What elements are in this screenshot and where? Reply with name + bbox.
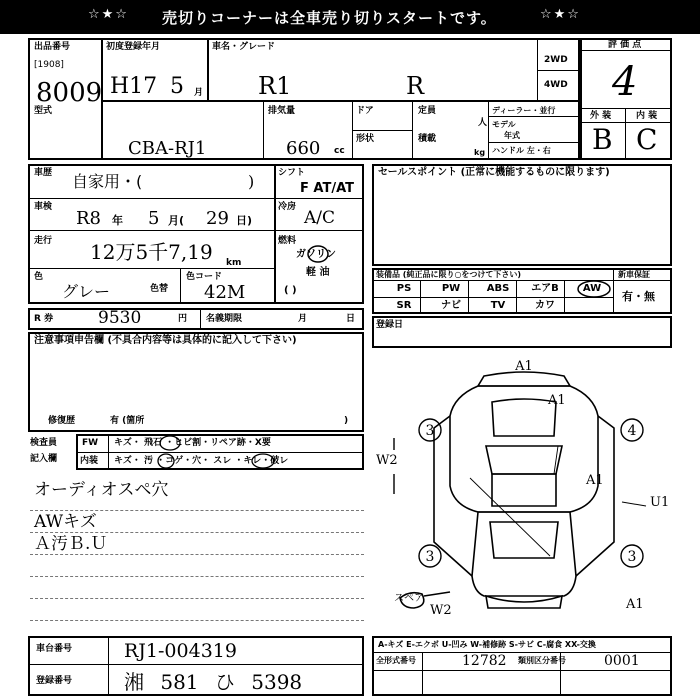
entry-label: 記入欄 (30, 454, 58, 464)
tire-score-fr: 4 (627, 423, 637, 439)
roof (492, 474, 556, 506)
drive-4wd: 4WD (544, 80, 568, 90)
cert-month: 月 (298, 314, 308, 324)
repair-value: 有 (箇所 (110, 416, 145, 426)
car-name: R1 (258, 72, 292, 100)
hood (492, 399, 556, 436)
ac-value: A/C (304, 208, 336, 228)
inspection-day-unit: 日) (236, 214, 253, 227)
shift-options: F AT/AT (300, 181, 354, 196)
notes-block (28, 332, 364, 432)
interior-items: キズ・ 汚 ・コゲ・穴・ スレ ・キレ・破レ (114, 456, 289, 466)
model-year-label: モデル (492, 120, 516, 129)
mileage-unit: km (226, 258, 242, 268)
spare-label: スペア (394, 593, 424, 604)
fuel-paren: ( ) (284, 285, 297, 296)
interior-grade: C (636, 123, 658, 156)
inspector-label: 検査員 (30, 438, 58, 448)
color-change-label: 色替 (150, 284, 169, 294)
note-line-3: Ａ汚Ｂ.Ｕ (34, 534, 108, 554)
history-close: ) (248, 172, 255, 191)
car-name-label: 車名・グレード (212, 42, 276, 52)
equip-item: エアB (531, 283, 559, 294)
shift-label: シフト (278, 168, 306, 178)
registration-block (372, 316, 672, 348)
cert-no-value: 12782 (462, 653, 507, 669)
mileage-label: 走行 (34, 236, 53, 246)
lot-label: 出品番号 (34, 42, 71, 52)
first-reg-label: 初度登録年月 (106, 42, 161, 52)
type-no-label: 類別区分番号 (518, 656, 566, 665)
fuel-diesel: 軽 油 (306, 267, 330, 278)
weight-unit: kg (474, 148, 486, 157)
inspection-month-unit: 月( (168, 214, 185, 227)
rear-window (490, 522, 558, 558)
chassis-label: 車台番号 (36, 644, 73, 654)
displacement-unit: cc (334, 146, 345, 156)
banner-stars-right: ☆★☆ (540, 7, 581, 22)
interior-row-label: 内装 (80, 456, 99, 466)
tire-score-rr: 3 (627, 549, 637, 565)
mark-spare-w2: W2 (430, 603, 452, 618)
first-reg-month: 5 (170, 74, 184, 99)
banner-stars-left: ☆★☆ (88, 7, 129, 22)
mark-front-a1: A1 (515, 359, 533, 374)
mark-hood-a1: A1 (548, 393, 566, 408)
new-car-value: 有・無 (622, 290, 655, 303)
dealer-label: ディーラー・並行 (492, 106, 556, 115)
fuel-circle (306, 244, 330, 264)
equip-item: AW (582, 283, 602, 294)
registration-label: 登録日 (376, 320, 404, 330)
fuel-gas: ガソリン (296, 249, 336, 260)
recycle-value: 9530 (98, 308, 142, 328)
inspection-day: 29 (206, 208, 229, 229)
fw-items: キズ・ 飛石 ・ヒビ割・リペア跡・X要 (114, 438, 271, 448)
rear-bumper (486, 596, 562, 608)
fuel-label: 燃料 (278, 236, 297, 246)
color-label: 色 (34, 272, 44, 282)
equip-item: カワ (535, 300, 555, 311)
color-code: 42M (204, 282, 246, 303)
mark-left-w2: W2 (376, 453, 398, 468)
model-code: CBA-RJ1 (128, 138, 207, 159)
equip-item: ABS (486, 283, 510, 294)
recycle-row (28, 308, 364, 330)
exterior-label: 外 装 (590, 111, 612, 121)
car-grade: R (406, 72, 425, 100)
sales-label: セールスポイント (正常に機能するものに限ります) (378, 167, 610, 178)
banner (0, 0, 700, 34)
shape-label: 形状 (356, 134, 375, 144)
aw-circle (576, 280, 612, 298)
item-circle-sure (250, 452, 276, 470)
tire-score-fl: 3 (425, 423, 435, 439)
model-year-label2: 年式 (504, 131, 520, 140)
drive-2wd: 2WD (544, 55, 568, 65)
history-label: 車歴 (34, 168, 53, 178)
equip-item: PS (396, 283, 412, 294)
equip-label: 装備品 (純正品に限り○をつけて下さい) (376, 270, 522, 279)
type-no-value: 0001 (604, 653, 640, 669)
item-circles (156, 434, 186, 472)
fw-label: FW (82, 438, 99, 448)
cert-no-label: 全形式番号 (376, 656, 416, 665)
displacement-label: 排気量 (268, 106, 296, 116)
capacity-label: 定員 (418, 106, 437, 116)
month-unit: 月 (194, 88, 204, 98)
color-value: グレー (62, 282, 111, 301)
capacity-unit: 人 (478, 118, 488, 128)
inspection-label: 車検 (34, 202, 53, 212)
interior-label: 内 装 (636, 111, 658, 121)
recycle-label: R 券 (34, 314, 54, 324)
equip-item: ナビ (441, 300, 461, 311)
history-value: 自家用・( (72, 172, 143, 191)
repair-label: 修復歴 (48, 416, 76, 426)
doors-label: ドア (356, 106, 374, 116)
ac-label: 冷房 (278, 202, 297, 212)
equip-item: PW (441, 283, 461, 294)
recycle-unit: 円 (178, 314, 188, 324)
windshield (486, 446, 562, 474)
exterior-grade: B (592, 123, 613, 156)
legend-text: A-キズ E-エクボ U-凹み W-補修跡 S-サビ C-腐食 XX-交換 (378, 640, 596, 649)
tire-score-rl: 3 (425, 549, 435, 565)
notes-label: 注意事項申告欄 (不具合内容等は具体的に記入して下さい) (34, 335, 297, 346)
lot-number: 8009 (36, 78, 103, 108)
front-bumper (478, 372, 570, 386)
sales-block (372, 164, 672, 266)
equip-item: TV (490, 300, 506, 311)
cert-label: 名義期限 (206, 314, 243, 324)
repair-close: ) (344, 416, 349, 426)
equip-item: SR (396, 300, 412, 311)
inspection-month: 5 (148, 208, 160, 229)
first-reg-year: H17 (110, 74, 158, 99)
plate-label: 登録番号 (36, 676, 73, 686)
rear-body (472, 512, 576, 596)
note-line-1: オーディオスペ穴 (34, 480, 169, 500)
cert-day: 日 (346, 314, 356, 324)
weight-label: 積載 (418, 134, 437, 144)
note-line-2: AWキズ (34, 512, 97, 532)
new-car-label: 新車保証 (618, 270, 650, 279)
front-body (450, 386, 598, 512)
score-value: 4 (612, 59, 638, 105)
inspection-era: R8 (76, 208, 102, 229)
lot-sub: [1908] (34, 60, 64, 70)
chassis-value: RJ1-004319 (124, 640, 237, 662)
model-label: 型式 (34, 106, 53, 116)
banner-message: 売切りコーナーは全車売り切りスタートです。 (162, 9, 497, 27)
score-label: 評 価 点 (608, 40, 642, 50)
plate-value: 湘 581 ひ 5398 (124, 670, 303, 694)
handle-label: ハンドル 左・右 (492, 146, 551, 155)
mileage-value: 12万5千7,19 (90, 240, 213, 264)
mark-rear-right-a1: A1 (626, 597, 644, 612)
mark-right-u1: U1 (650, 495, 670, 510)
inspection-year-unit: 年 (112, 214, 123, 227)
displacement-value: 660 (286, 138, 321, 159)
color-code-label: 色コード (186, 272, 223, 282)
mark-rear-a1: A1 (586, 473, 604, 488)
